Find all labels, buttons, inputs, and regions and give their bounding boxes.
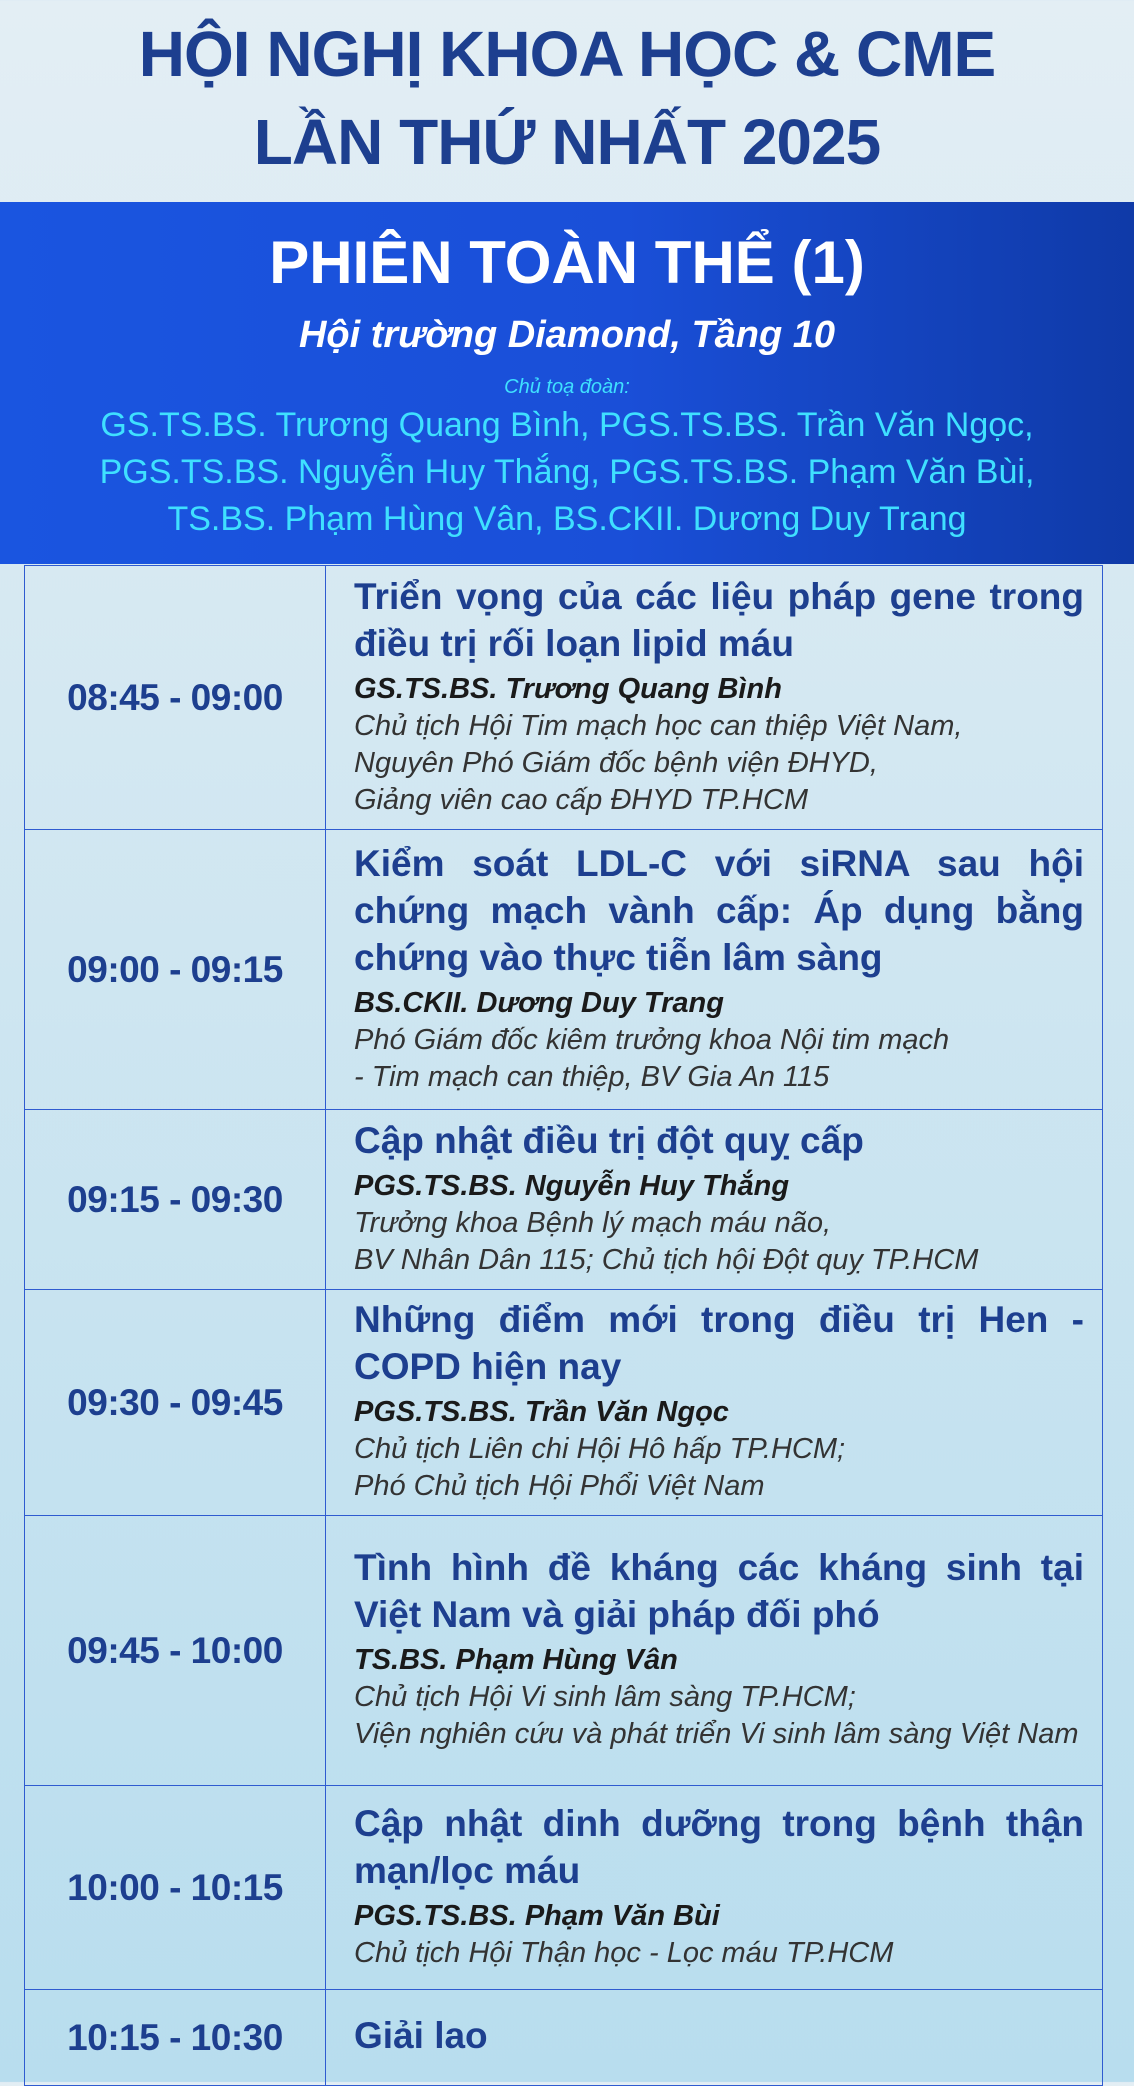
speaker-name: PGS.TS.BS. Trần Văn Ngọc <box>354 1396 729 1428</box>
chair-line: GS.TS.BS. Trương Quang Bình, PGS.TS.BS. Trần Văn Ngọc, <box>100 406 1034 444</box>
program-content <box>326 1516 1103 1786</box>
speaker-affiliation <box>354 1205 1084 1279</box>
talk-title: Những điểm mới trong điều trị Hen - COPD hiện nay <box>354 1299 1084 1387</box>
affiliation-line: Phó Chủ tịch Hội Phổi Việt Nam <box>354 1470 765 1502</box>
program-row <box>25 1110 1103 1290</box>
program-content <box>326 1786 1103 1990</box>
talk-title: Kiểm soát LDL-C với siRNA sau hội chứng mạch vành cấp: Áp dụng bằng chứng vào thực tiễn lâm sàng <box>354 842 1084 978</box>
program-content <box>326 1990 1103 2086</box>
program-content <box>326 1110 1103 1290</box>
speaker-affiliation <box>354 708 1084 819</box>
chair-list <box>0 402 1134 543</box>
speaker-name: PGS.TS.BS. Phạm Văn Bùi <box>354 1899 720 1932</box>
speaker-affiliation <box>354 1935 1084 1972</box>
program-time: 09:15 - 09:30 <box>25 1110 326 1290</box>
program-time: 09:00 - 09:15 <box>25 830 326 1110</box>
talk-title: Tình hình đề kháng các kháng sinh tại Việt Nam và giải pháp đối phó <box>354 1547 1084 1635</box>
program-row <box>25 1516 1103 1786</box>
chair-line: TS.BS. Phạm Hùng Vân, BS.CKII. Dương Duy Trang <box>167 500 967 538</box>
conference-title <box>0 10 1134 186</box>
affiliation-line: Chủ tịch Hội Vi sinh lâm sàng TP.HCM; <box>354 1681 856 1713</box>
program-content <box>326 830 1103 1110</box>
speaker-affiliation <box>354 1022 1084 1096</box>
chair-label: Chủ toạ đoàn: <box>504 376 630 398</box>
affiliation-line: Viện nghiên cứu và phát triển Vi sinh lâm sàng Việt Nam <box>354 1718 1079 1750</box>
session-title: PHIÊN TOÀN THỂ (1) <box>269 229 865 296</box>
affiliation-line: Chủ tịch Liên chi Hội Hô hấp TP.HCM; <box>354 1433 846 1465</box>
affiliation-line: Phó Giám đốc kiêm trưởng khoa Nội tim mạch <box>354 1023 950 1056</box>
program-row <box>25 566 1103 830</box>
program-content <box>326 1290 1103 1516</box>
affiliation-line: Giảng viên cao cấp ĐHYD TP.HCM <box>354 783 808 816</box>
affiliation-line: - Tim mạch can thiệp, BV Gia An 115 <box>354 1060 830 1093</box>
affiliation-line: Nguyên Phó Giám đốc bệnh viện ĐHYD, <box>354 746 878 779</box>
session-banner <box>0 202 1134 564</box>
talk-title: Cập nhật dinh dưỡng trong bệnh thận mạn/lọc máu <box>354 1802 1084 1891</box>
talk-title: Giải lao <box>354 2015 488 2056</box>
program-table <box>24 565 1103 2086</box>
talk-title: Triển vọng của các liệu pháp gene trong điều trị rối loạn lipid máu <box>354 575 1084 664</box>
program-time: 09:45 - 10:00 <box>25 1516 326 1786</box>
speaker-name: PGS.TS.BS. Nguyễn Huy Thắng <box>354 1169 790 1202</box>
conference-title-line-2: LẦN THỨ NHẤT 2025 <box>253 106 881 178</box>
program-time: 09:30 - 09:45 <box>25 1290 326 1516</box>
program-time: 10:00 - 10:15 <box>25 1786 326 1990</box>
speaker-name: GS.TS.BS. Trương Quang Bình <box>354 672 782 705</box>
affiliation-line: Chủ tịch Hội Tim mạch học can thiệp Việt Nam, <box>354 709 963 742</box>
program-row <box>25 1290 1103 1516</box>
affiliation-line: Chủ tịch Hội Thận học - Lọc máu TP.HCM <box>354 1936 894 1969</box>
program-row <box>25 1990 1103 2086</box>
program-row <box>25 830 1103 1110</box>
speaker-name: BS.CKII. Dương Duy Trang <box>354 986 724 1019</box>
program-content <box>326 566 1103 830</box>
speaker-name: TS.BS. Phạm Hùng Vân <box>354 1644 678 1676</box>
program-time: 08:45 - 09:00 <box>25 566 326 830</box>
program-time: 10:15 - 10:30 <box>25 1990 326 2086</box>
talk-title: Cập nhật điều trị đột quỵ cấp <box>354 1119 864 1161</box>
program-row <box>25 1786 1103 1990</box>
chair-line: PGS.TS.BS. Nguyễn Huy Thắng, PGS.TS.BS. Phạm Văn Bùi, <box>99 453 1035 491</box>
conference-title-line-1: HỘI NGHỊ KHOA HỌC & CME <box>138 18 996 90</box>
speaker-affiliation <box>354 1679 1084 1753</box>
affiliation-line: BV Nhân Dân 115; Chủ tịch hội Đột quỵ TP.HCM <box>354 1243 979 1276</box>
affiliation-line: Trưởng khoa Bệnh lý mạch máu não, <box>354 1206 832 1239</box>
session-venue: Hội trường Diamond, Tầng 10 <box>298 314 836 356</box>
speaker-affiliation <box>354 1431 1084 1505</box>
